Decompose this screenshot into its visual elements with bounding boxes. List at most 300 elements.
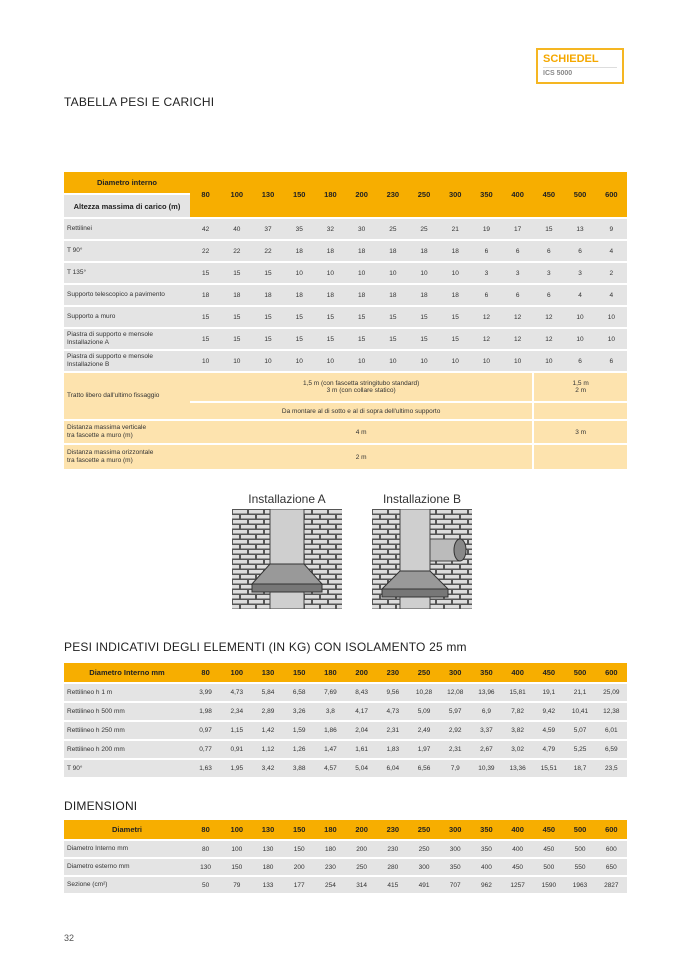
cell-value: 2,49 [408,721,439,740]
cell-value: 18 [408,284,439,306]
cell-value: 10 [315,262,346,284]
section-title-dimensions: DIMENSIONI [64,799,138,813]
cell-value: 600 [596,840,627,858]
cell-value: 9,42 [533,702,564,721]
header-diameter: 80 [190,663,221,683]
row-label: T 90° [64,759,190,778]
cell-value: 1257 [502,876,533,894]
cell-value: 1,95 [221,759,252,778]
cell-value: 18 [221,284,252,306]
cell-value: 500 [533,858,564,876]
cell-value: 3,8 [315,702,346,721]
cell-value: 4,17 [346,702,377,721]
cell-value: 21 [440,218,471,240]
oriz-value-a: 2 m [190,444,533,470]
cell-value: 10 [471,350,502,372]
header-diameter: 200 [346,172,377,218]
cell-value: 10 [284,262,315,284]
header-diameter: 100 [221,172,252,218]
tratto-value-a: 1,5 m (con fascetta stringitubo standard) 3 m (con collare statico) [190,372,533,402]
table-loads [64,172,627,471]
cell-value: 230 [315,858,346,876]
cell-value: 15 [377,328,408,350]
cell-value: 1590 [533,876,564,894]
table-row [64,876,627,894]
cell-value: 18 [315,240,346,262]
cell-value: 10 [315,350,346,372]
cell-value: 180 [315,840,346,858]
header-diameter: 230 [377,820,408,840]
cell-value: 15 [377,306,408,328]
oriz-label: Distanza massima orizzontale tra fascette a muro (m) [64,444,190,470]
cell-value: 19,1 [533,683,564,702]
cell-value: 7,9 [440,759,471,778]
cell-value: 550 [564,858,595,876]
cell-value: 7,69 [315,683,346,702]
cell-value: 35 [284,218,315,240]
cell-value: 1963 [564,876,595,894]
cell-value: 17 [502,218,533,240]
cell-value: 3,37 [471,721,502,740]
header-diameter: 400 [502,172,533,218]
cell-value: 400 [502,840,533,858]
cell-value: 13,96 [471,683,502,702]
cell-value: 6,56 [408,759,439,778]
cell-value: 1,26 [284,740,315,759]
cell-value: 10 [346,350,377,372]
cell-value: 13 [564,218,595,240]
row-label: Supporto telescopico a pavimento [64,284,190,306]
cell-value: 5,25 [564,740,595,759]
cell-value: 130 [190,858,221,876]
cell-value: 15 [252,328,283,350]
header-diameter: 600 [596,820,627,840]
header-diameter: 150 [284,820,315,840]
cell-value: 15,81 [502,683,533,702]
table-row [64,721,627,740]
header-diameter: 150 [284,172,315,218]
cell-value: 9,56 [377,683,408,702]
cell-value: 10 [284,350,315,372]
row-label: Sezione (cm²) [64,876,190,894]
table-row [64,306,627,328]
cell-value: 15 [440,306,471,328]
header-diameter: 130 [252,663,283,683]
cell-value: 150 [284,840,315,858]
cell-value: 25 [377,218,408,240]
cell-value: 10 [221,350,252,372]
header-diameter: 300 [440,663,471,683]
cell-value: 10 [440,262,471,284]
cell-value: 10 [440,350,471,372]
cell-value: 3 [533,262,564,284]
header-diameter: 250 [408,663,439,683]
cell-value: 1,63 [190,759,221,778]
cell-value: 18,7 [564,759,595,778]
cell-value: 23,5 [596,759,627,778]
cell-value: 4,73 [221,683,252,702]
cell-value: 6,59 [596,740,627,759]
cell-value: 180 [252,858,283,876]
cell-value: 12 [502,306,533,328]
header-diameter: 180 [315,172,346,218]
cell-value: 18 [346,284,377,306]
tratto-value-b: 1,5 m 2 m [533,372,627,402]
header-diameter: 100 [221,820,252,840]
table-row [64,759,627,778]
header-diameter: 230 [377,172,408,218]
table-row [64,328,627,350]
cell-value: 12 [502,328,533,350]
cell-value: 250 [408,840,439,858]
cell-value: 6,04 [377,759,408,778]
cell-value: 250 [346,858,377,876]
header-diameter: 500 [564,172,595,218]
cell-value: 10 [502,350,533,372]
cell-value: 100 [221,840,252,858]
cell-value: 10 [564,306,595,328]
cell-value: 5,97 [440,702,471,721]
header-diameter: 350 [471,663,502,683]
header-diameter: 80 [190,172,221,218]
cell-value: 0,77 [190,740,221,759]
cell-value: 1,61 [346,740,377,759]
table-row [64,840,627,858]
cell-value: 650 [596,858,627,876]
cell-value: 6 [564,350,595,372]
table-row [64,240,627,262]
cell-value: 15 [221,328,252,350]
cell-value: 40 [221,218,252,240]
cell-value: 2,67 [471,740,502,759]
cell-value: 491 [408,876,439,894]
header-diametro: Diametro Interno mm [64,663,190,683]
cell-value: 3,42 [252,759,283,778]
vert-value-b: 3 m [533,420,627,444]
cell-value: 2 [596,262,627,284]
cell-value: 15 [284,306,315,328]
table-weights [64,663,627,779]
cell-value: 18 [346,240,377,262]
cell-value: 15 [315,328,346,350]
cell-value: 3,88 [284,759,315,778]
cell-value: 15 [346,306,377,328]
cell-value: 5,09 [408,702,439,721]
header-diameter: 500 [564,663,595,683]
cell-value: 10,39 [471,759,502,778]
cell-value: 2,04 [346,721,377,740]
row-label: Rettilineo h 200 mm [64,740,190,759]
cell-value: 2827 [596,876,627,894]
cell-value: 400 [471,858,502,876]
header-diameter: 450 [533,663,564,683]
cell-value: 9 [596,218,627,240]
cell-value: 133 [252,876,283,894]
table-row [64,262,627,284]
cell-value: 3 [502,262,533,284]
cell-value: 79 [221,876,252,894]
cell-value: 500 [564,840,595,858]
cell-value: 6 [471,240,502,262]
header-diameter: 200 [346,663,377,683]
cell-value: 1,59 [284,721,315,740]
table-row [64,702,627,721]
cell-value: 230 [377,840,408,858]
cell-value: 15 [221,262,252,284]
cell-value: 1,97 [408,740,439,759]
cell-value: 200 [346,840,377,858]
cell-value: 15 [533,218,564,240]
cell-value: 10 [596,306,627,328]
cell-value: 12 [471,306,502,328]
cell-value: 15 [190,328,221,350]
cell-value: 15 [440,328,471,350]
cell-value: 12 [533,328,564,350]
cell-value: 350 [471,840,502,858]
cell-value: 25 [408,218,439,240]
cell-value: 4 [564,284,595,306]
header-diameter: 300 [440,820,471,840]
cell-value: 15 [190,262,221,284]
cell-value: 10 [377,262,408,284]
cell-value: 7,82 [502,702,533,721]
header-altezza: Altezza massima di carico (m) [64,194,190,218]
header-diameter: 600 [596,663,627,683]
cell-value: 2,92 [440,721,471,740]
header-diameter: 100 [221,663,252,683]
cell-value: 42 [190,218,221,240]
cell-value: 4,79 [533,740,564,759]
cell-value: 10,41 [564,702,595,721]
cell-value: 1,12 [252,740,283,759]
cell-value: 1,83 [377,740,408,759]
cell-value: 0,91 [221,740,252,759]
cell-value: 15 [284,328,315,350]
cell-value: 6 [471,284,502,306]
cell-value: 2,31 [440,740,471,759]
header-diameter: 350 [471,820,502,840]
header-diameter: 450 [533,820,564,840]
tratto-note: Da montare al di sotto e al di sopra dell'ultimo supporto [190,402,533,420]
cell-value: 18 [377,240,408,262]
logo-model: ICS 5000 [543,70,573,77]
row-label: Rettilinei [64,218,190,240]
cell-value: 15 [252,306,283,328]
cell-value: 150 [221,858,252,876]
cell-value: 2,89 [252,702,283,721]
header-diameter: 300 [440,172,471,218]
cell-value: 80 [190,840,221,858]
cell-value: 3,82 [502,721,533,740]
header-diameter: 250 [408,820,439,840]
table-row [64,218,627,240]
cell-value: 15 [408,328,439,350]
cell-value: 6 [533,240,564,262]
schiedel-logo [536,48,624,84]
cell-value: 18 [440,284,471,306]
cell-value: 10 [346,262,377,284]
illustration-installazione-b: Installazione B [372,492,472,614]
row-label: Piastra di supporto e mensole Installazione A [64,328,190,350]
table-row [64,683,627,702]
tratto-label: Tratto libero dall'ultimo fissaggio [64,372,190,420]
row-label: T 90° [64,240,190,262]
row-label: Rettilineo h 500 mm [64,702,190,721]
cell-value: 254 [315,876,346,894]
cell-value: 2,31 [377,721,408,740]
cell-value: 6 [502,240,533,262]
table-dimensions [64,820,627,895]
cell-value: 50 [190,876,221,894]
cell-value: 22 [221,240,252,262]
cell-value: 12 [533,306,564,328]
cell-value: 0,97 [190,721,221,740]
cell-value: 415 [377,876,408,894]
cell-value: 2,34 [221,702,252,721]
cell-value: 4 [596,284,627,306]
cell-value: 15 [315,306,346,328]
cell-value: 6,58 [284,683,315,702]
cell-value: 5,07 [564,721,595,740]
cell-value: 3 [564,262,595,284]
header-diameter: 350 [471,172,502,218]
cell-value: 450 [502,858,533,876]
row-label: T 135° [64,262,190,284]
cell-value: 18 [284,284,315,306]
section-title-weights: PESI INDICATIVI DEGLI ELEMENTI (IN KG) CON ISOLAMENTO 25 mm [64,640,467,654]
cell-value: 18 [284,240,315,262]
cell-value: 18 [190,284,221,306]
row-label: Diametro esterno mm [64,858,190,876]
cell-value: 5,84 [252,683,283,702]
cell-value: 10 [408,262,439,284]
cell-value: 12 [471,328,502,350]
cell-value: 6,01 [596,721,627,740]
cell-value: 4 [596,240,627,262]
cell-value: 6 [564,240,595,262]
cell-value: 22 [252,240,283,262]
cell-value: 177 [284,876,315,894]
section-title-weights-loads: TABELLA PESI E CARICHI [64,95,215,109]
cell-value: 30 [346,218,377,240]
cell-value: 3,26 [284,702,315,721]
cell-value: 10 [190,350,221,372]
cell-value: 15 [221,306,252,328]
cell-value: 10 [408,350,439,372]
cell-value: 1,86 [315,721,346,740]
cell-value: 4,59 [533,721,564,740]
cell-value: 32 [315,218,346,240]
row-label: Supporto a muro [64,306,190,328]
cell-value: 707 [440,876,471,894]
cell-value: 6 [596,350,627,372]
cell-value: 314 [346,876,377,894]
cell-value: 350 [440,858,471,876]
cell-value: 1,98 [190,702,221,721]
cell-value: 37 [252,218,283,240]
header-diameter: 250 [408,172,439,218]
header-diameter: 180 [315,663,346,683]
header-diameter: 400 [502,820,533,840]
header-diameter: 600 [596,172,627,218]
header-diameter: 130 [252,820,283,840]
cell-value: 10 [564,328,595,350]
header-diameter: 180 [315,820,346,840]
cell-value: 19 [471,218,502,240]
cell-value: 8,43 [346,683,377,702]
cell-value: 10 [596,328,627,350]
table-row [64,350,627,372]
cell-value: 10 [377,350,408,372]
cell-value: 300 [408,858,439,876]
cell-value: 13,36 [502,759,533,778]
cell-value: 962 [471,876,502,894]
cell-value: 1,15 [221,721,252,740]
cell-value: 21,1 [564,683,595,702]
row-label: Piastra di supporto e mensole Installazione B [64,350,190,372]
cell-value: 15,51 [533,759,564,778]
header-diameter: 400 [502,663,533,683]
cell-value: 15 [408,306,439,328]
cell-value: 1,47 [315,740,346,759]
cell-value: 12,08 [440,683,471,702]
cell-value: 5,04 [346,759,377,778]
cell-value: 6 [502,284,533,306]
header-diameter: 230 [377,663,408,683]
logo-brand: SCHIEDEL [543,53,617,68]
cell-value: 10,28 [408,683,439,702]
table-row [64,740,627,759]
header-diameter: 130 [252,172,283,218]
vert-label: Distanza massima verticale tra fascette a muro (m) [64,420,190,444]
header-diameter: 80 [190,820,221,840]
header-diametri: Diametri [64,820,190,840]
cell-value: 22 [190,240,221,262]
cell-value: 18 [315,284,346,306]
header-diameter: 150 [284,663,315,683]
table-row [64,284,627,306]
cell-value: 130 [252,840,283,858]
chimney-wall-a-icon [232,509,342,609]
cell-value: 6,9 [471,702,502,721]
cell-value: 25,09 [596,683,627,702]
cell-value: 3 [471,262,502,284]
row-label: Rettilineo h 250 mm [64,721,190,740]
cell-value: 3,99 [190,683,221,702]
cell-value: 15 [346,328,377,350]
cell-value: 3,02 [502,740,533,759]
cell-value: 6 [533,284,564,306]
header-diametro-interno: Diametro interno [64,172,190,194]
row-label: Diametro Interno mm [64,840,190,858]
cell-value: 300 [440,840,471,858]
row-label: Rettilineo h 1 m [64,683,190,702]
vert-value-a: 4 m [190,420,533,444]
cell-value: 280 [377,858,408,876]
cell-value: 10 [252,350,283,372]
cell-value: 12,38 [596,702,627,721]
cell-value: 15 [190,306,221,328]
cell-value: 1,42 [252,721,283,740]
illustration-installazione-a: Installazione A [232,492,342,614]
page-number: 32 [64,933,75,943]
header-diameter: 450 [533,172,564,218]
cell-value: 18 [377,284,408,306]
cell-value: 18 [408,240,439,262]
header-diameter: 200 [346,820,377,840]
cell-value: 4,57 [315,759,346,778]
cell-value: 18 [252,284,283,306]
